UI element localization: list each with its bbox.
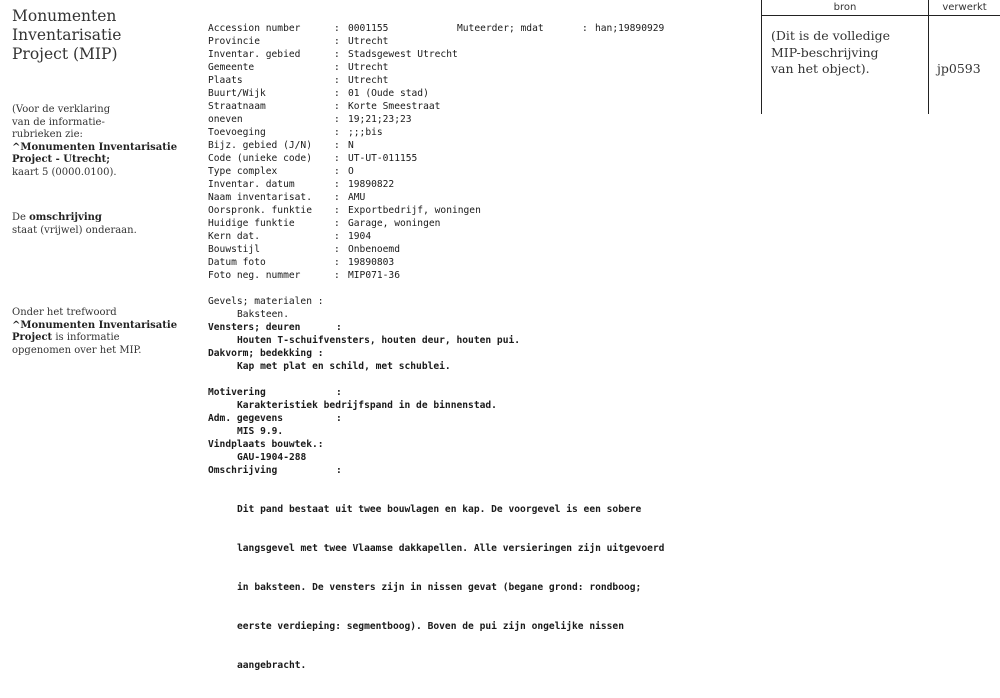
note-bold-text: omschrijving	[29, 212, 102, 223]
field-colon: :	[582, 23, 588, 34]
field-colon: :	[334, 101, 340, 112]
note-text: De	[12, 212, 30, 223]
note-line	[12, 212, 192, 225]
column-header-verwerkt: verwerkt	[942, 2, 987, 13]
field-label: Provincie	[208, 36, 260, 47]
field-colon: :	[334, 166, 340, 177]
field-colon: :	[334, 257, 340, 268]
note-bold-text: ^Monumenten Inventarisatie	[12, 141, 178, 153]
section-value-motivering: Karakteristiek bedrijfspand in de binnenstad.	[237, 400, 497, 411]
field-value: Exportbedrijf, woningen	[348, 205, 481, 216]
project-title-line: Project (MIP)	[12, 45, 118, 63]
field-colon: :	[334, 75, 340, 86]
field-colon: :	[334, 127, 340, 138]
field-value: Utrecht	[348, 62, 389, 73]
field-colon: :	[334, 88, 340, 99]
note-line: van de informatie-	[12, 116, 105, 128]
section-label-gevels: Gevels; materialen :	[208, 296, 324, 307]
field-colon: :	[336, 465, 342, 476]
section-label-motivering: Motivering	[208, 387, 266, 398]
field-value: Utrecht	[348, 75, 389, 86]
section-value-gevels: Baksteen.	[237, 309, 289, 320]
field-label: Datum foto	[208, 257, 266, 268]
section-value-vindplaats: GAU-1904-288	[237, 452, 307, 463]
processed-code: jp0593	[937, 61, 981, 76]
section-label-vindplaats: Vindplaats bouwtek.:	[208, 439, 324, 450]
note-bold-text: ^Monumenten Inventarisatie	[12, 319, 178, 331]
note-bold-text: Project - Utrecht;	[12, 154, 110, 165]
field-label: Foto neg. nummer	[208, 270, 301, 281]
table-divider	[928, 0, 929, 114]
field-value: Korte Smeestraat	[348, 101, 441, 112]
field-colon: :	[336, 413, 342, 424]
source-line: (Dit is de volledige	[771, 28, 891, 43]
note-line: kaart 5 (0000.0100).	[12, 166, 117, 178]
field-value: Garage, woningen	[348, 218, 441, 229]
field-label: Naam inventarisat.	[208, 192, 312, 203]
field-label: Huidige funktie	[208, 218, 295, 229]
field-colon: :	[334, 244, 340, 255]
field-value: ;;;bis	[348, 127, 383, 138]
section-label-adm: Adm. gegevens	[208, 413, 284, 424]
note-line: opgenomen over het MIP.	[12, 344, 142, 356]
source-line: van het object).	[771, 61, 870, 76]
source-description	[771, 28, 921, 78]
field-value: 19;21;23;23	[348, 114, 412, 125]
field-value: UT-UT-011155	[348, 153, 418, 164]
field-label: Accession number	[208, 23, 301, 34]
field-colon: :	[336, 322, 342, 333]
field-label: Buurt/Wijk	[208, 88, 266, 99]
field-value: 19890822	[348, 179, 395, 190]
field-value: Utrecht	[348, 36, 389, 47]
legend-reference-note	[12, 104, 192, 179]
field-value: 1904	[348, 231, 372, 242]
note-line	[12, 320, 192, 333]
field-value: Stadsgewest Utrecht	[348, 49, 458, 60]
source-line: MIP-beschrijving	[771, 44, 879, 60]
section-label-omschrijving: Omschrijving	[208, 465, 278, 476]
field-label: Straatnaam	[208, 101, 266, 112]
field-label: Gemeente	[208, 62, 255, 73]
description-line: in baksteen. De vensters zijn in nissen gevat (begane grond: rondboog;	[237, 582, 642, 593]
note-line: (Voor de verklaring	[12, 104, 111, 115]
note-line: staat (vrijwel) onderaan.	[12, 224, 137, 236]
field-label: oneven	[208, 114, 243, 125]
project-title-line: Monumenten	[12, 7, 117, 25]
description-line: aangebracht.	[237, 660, 307, 671]
field-value: Onbenoemd	[348, 244, 400, 255]
field-colon: :	[334, 153, 340, 164]
field-label: Kern dat.	[208, 231, 260, 242]
note-line	[12, 332, 192, 345]
field-value: AMU	[348, 192, 366, 203]
field-colon: :	[336, 387, 342, 398]
mutator-value: han;19890929	[595, 23, 665, 34]
field-colon: :	[334, 179, 340, 190]
field-label: Plaats	[208, 75, 243, 86]
reference-table	[761, 0, 1000, 114]
note-line: rubrieken zie:	[12, 129, 83, 140]
note-line: Onder het trefwoord	[12, 307, 117, 318]
field-colon: :	[334, 192, 340, 203]
description-line: eerste verdieping: segmentboog). Boven de pui zijn ongelijke nissen	[237, 621, 624, 632]
note-text: is informatie	[52, 332, 120, 343]
field-value: MIP071-36	[348, 270, 400, 281]
field-label: Inventar. datum	[208, 179, 295, 190]
field-colon: :	[334, 140, 340, 151]
field-colon: :	[334, 114, 340, 125]
note-bold-text: Project	[12, 332, 53, 343]
field-value: 0001155	[348, 23, 389, 34]
project-title-line: Inventarisatie	[12, 26, 122, 44]
field-value: O	[348, 166, 354, 177]
field-label: Inventar. gebied	[208, 49, 301, 60]
field-value: 19890803	[348, 257, 395, 268]
mutator-label: Muteerder; mdat	[457, 23, 544, 34]
description-line: langsgevel met twee Vlaamse dakkapellen. Alle versieringen zijn uitgevoerd	[237, 543, 665, 554]
description-text	[237, 477, 737, 698]
field-colon: :	[334, 270, 340, 281]
field-colon: :	[334, 218, 340, 229]
field-value: N	[348, 140, 354, 151]
field-label: Code (unieke code)	[208, 153, 312, 164]
section-value-dakvorm: Kap met plat en schild, met schublei.	[237, 361, 451, 372]
table-divider	[761, 0, 762, 114]
field-value: 01 (Oude stad)	[348, 88, 429, 99]
field-colon: :	[334, 205, 340, 216]
field-colon: :	[334, 49, 340, 60]
field-label: Bouwstijl	[208, 244, 260, 255]
note-line	[12, 142, 192, 155]
project-title	[12, 7, 192, 64]
keyword-note	[12, 307, 192, 357]
section-value-adm: MIS 9.9.	[237, 426, 284, 437]
field-colon: :	[334, 62, 340, 73]
section-label-dakvorm: Dakvorm; bedekking :	[208, 348, 324, 359]
description-location-note	[12, 212, 192, 237]
section-value-vensters: Houten T-schuifvensters, houten deur, houten pui.	[237, 335, 521, 346]
section-label-vensters: Vensters; deuren	[208, 322, 301, 333]
description-line: Dit pand bestaat uit twee bouwlagen en kap. De voorgevel is een sobere	[237, 504, 642, 515]
field-colon: :	[334, 36, 340, 47]
field-label: Type complex	[208, 166, 278, 177]
field-label: Oorspronk. funktie	[208, 205, 312, 216]
column-header-bron: bron	[833, 2, 857, 13]
field-label: Toevoeging	[208, 127, 266, 138]
field-label: Bijz. gebied (J/N)	[208, 140, 312, 151]
note-line	[12, 154, 192, 167]
field-colon: :	[334, 23, 340, 34]
field-colon: :	[334, 231, 340, 242]
